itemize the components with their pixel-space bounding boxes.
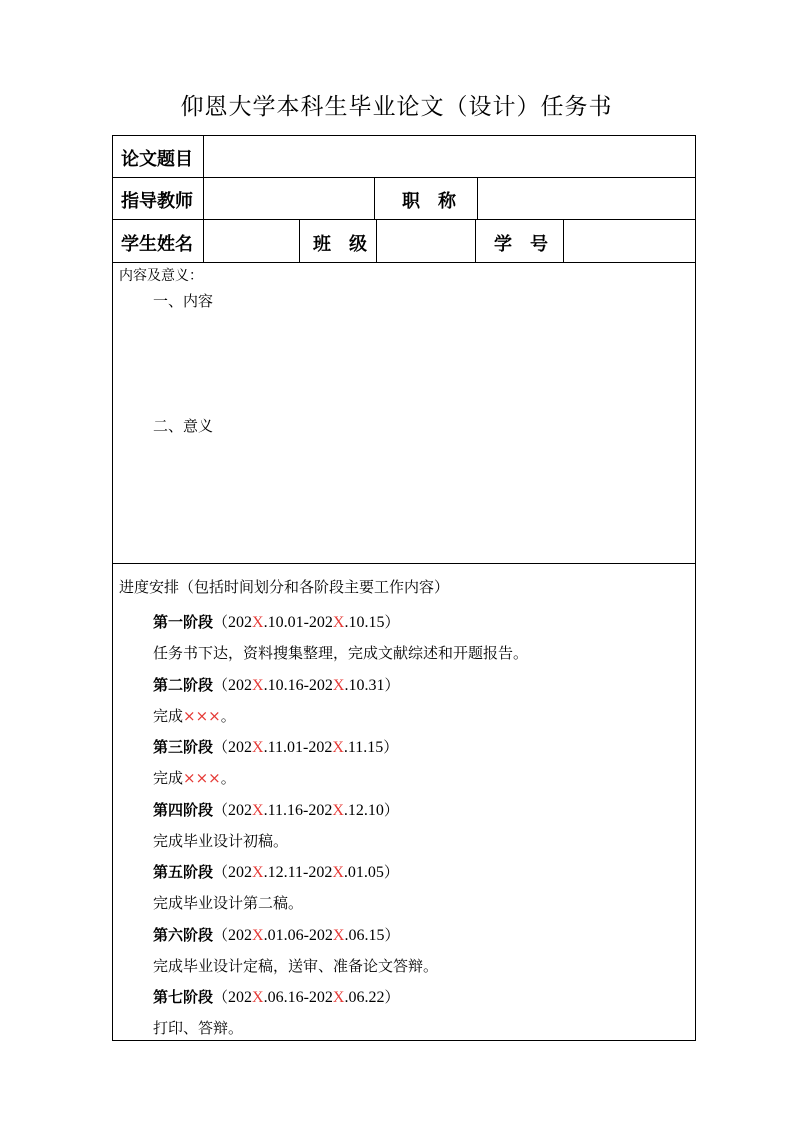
stage-task-text: 。 (220, 769, 236, 787)
task-placeholder: ××× (183, 706, 221, 725)
stage-task (153, 642, 528, 663)
stage-date-part: ） (384, 988, 400, 1006)
stage-date-part: .10.15 (344, 614, 385, 631)
year-placeholder: X (252, 614, 264, 631)
stage-name: 第四阶段 (153, 800, 214, 819)
class-label: 班 级 (313, 234, 367, 255)
student-name-label: 学生姓名 (121, 234, 193, 255)
stage-task (153, 1017, 243, 1038)
stage-task-text: 完成 (153, 706, 184, 725)
stage-date-part: （ (213, 863, 229, 881)
stage-date-part: .11.01-202 (263, 739, 333, 756)
stage-task (153, 830, 288, 851)
stage-date-part: ） (383, 863, 399, 881)
year-placeholder: X (252, 864, 264, 881)
stage-date-part: .01.05 (343, 864, 384, 881)
schedule-heading: 进度安排（包括时间划分和各阶段主要工作内容） (119, 578, 450, 596)
advisor-field[interactable] (206, 180, 372, 217)
stage-heading (153, 861, 399, 882)
stage-date-part: .10.16-202 (263, 676, 333, 694)
stage-date-part: （ (213, 800, 229, 819)
stage-heading (153, 924, 400, 945)
year-placeholder: X (332, 989, 345, 1006)
rank-field[interactable] (480, 180, 692, 217)
stage-heading (153, 611, 400, 632)
stage-date-part: （ (213, 925, 229, 944)
stage-name: 第二阶段 (153, 675, 214, 694)
student-id-label: 学 号 (494, 234, 548, 255)
year-placeholder: X (332, 739, 344, 756)
year-placeholder: X (252, 676, 264, 694)
stage-task-text: 任务书下达，资料搜集整理，完成文献综述和开题报告。 (153, 644, 529, 662)
stage-date-part: .06.22 (344, 989, 385, 1006)
stage-date-part: （ (213, 675, 229, 694)
stage-date-part: （ (213, 613, 229, 631)
year-placeholder: X (332, 926, 345, 944)
page-title: 仰恩大学本科生毕业论文（设计）任务书 (180, 94, 613, 120)
stage-task (153, 955, 438, 976)
task-placeholder: ××× (183, 769, 221, 787)
stage-date-part: ） (384, 675, 400, 694)
content-heading: 内容及意义： (119, 268, 203, 284)
stage-name: 第一阶段 (153, 613, 214, 631)
stage-task-text: 完成 (153, 769, 184, 787)
stage-date-part: 202 (228, 926, 253, 944)
stage-name: 第五阶段 (153, 863, 214, 881)
stage-task (153, 892, 303, 913)
year-placeholder: X (332, 864, 344, 881)
year-placeholder: X (332, 676, 345, 694)
stage-date-part: .11.16-202 (263, 801, 333, 819)
stage-date-part: .10.31 (344, 676, 385, 694)
stage-task-text: 打印、答辩。 (153, 1019, 244, 1037)
stage-heading (153, 674, 400, 695)
year-placeholder: X (332, 614, 345, 631)
stage-date-part: .12.11-202 (263, 864, 333, 881)
stage-date-part: .06.16-202 (263, 989, 333, 1006)
class-field[interactable] (379, 222, 473, 260)
year-placeholder: X (252, 801, 264, 819)
stage-date-part: .01.06-202 (263, 926, 333, 944)
stage-heading (153, 736, 398, 757)
stage-date-part: 202 (228, 614, 253, 631)
stage-task (153, 767, 236, 788)
stage-date-part: 202 (228, 989, 253, 1006)
year-placeholder: X (332, 801, 344, 819)
thesis-title-field[interactable] (206, 138, 692, 175)
stage-date-part: （ (213, 738, 229, 756)
student-id-field[interactable] (566, 222, 692, 260)
stage-date-part: ） (383, 738, 399, 756)
stage-date-part: .06.15 (344, 926, 385, 944)
stage-heading (153, 799, 399, 820)
stage-name: 第六阶段 (153, 925, 214, 944)
stage-date-part: 202 (228, 676, 253, 694)
stage-task (153, 705, 236, 726)
stage-date-part: .11.15 (343, 739, 384, 756)
stage-task-text: 。 (220, 706, 236, 725)
content-part-2: 二、意义 (153, 417, 214, 435)
year-placeholder: X (252, 926, 264, 944)
stage-date-part: ） (384, 613, 400, 631)
stage-name: 第七阶段 (153, 988, 214, 1006)
advisor-label: 指导教师 (121, 191, 193, 212)
stage-heading (153, 986, 400, 1007)
rank-label: 职 称 (402, 191, 456, 212)
stage-task-text: 完成毕业设计第二稿。 (153, 894, 304, 912)
stage-date-part: ） (383, 800, 399, 819)
stage-date-part: 202 (228, 801, 253, 819)
stage-date-part: .12.10 (343, 801, 384, 819)
stage-date-part: ） (384, 925, 400, 944)
stage-date-part: （ (213, 988, 229, 1006)
stage-date-part: 202 (228, 739, 253, 756)
stage-task-text: 完成毕业设计初稿。 (153, 831, 289, 850)
thesis-title-label: 论文题目 (121, 149, 193, 170)
year-placeholder: X (252, 989, 264, 1006)
stage-name: 第三阶段 (153, 738, 214, 756)
content-part-1: 一、内容 (153, 292, 214, 310)
stage-date-part: .10.01-202 (263, 614, 333, 631)
stage-task-text: 完成毕业设计定稿，送审、准备论文答辩。 (153, 956, 439, 975)
stage-date-part: 202 (228, 864, 253, 881)
year-placeholder: X (252, 739, 264, 756)
student-name-field[interactable] (206, 222, 296, 260)
